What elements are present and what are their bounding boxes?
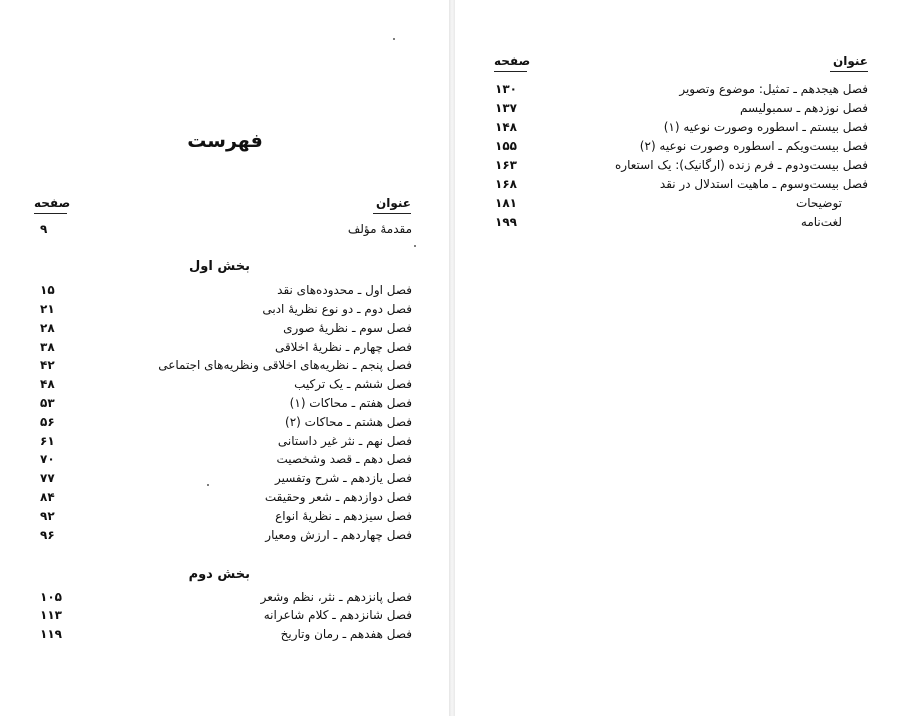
toc-entry-page: ۵۳ xyxy=(40,396,55,410)
toc-entry[interactable] xyxy=(495,156,868,175)
toc-entry-page: ۷۷ xyxy=(40,471,55,485)
toc-entry[interactable] xyxy=(40,450,412,469)
page-column-header: صفحه xyxy=(34,196,71,210)
toc-entry[interactable] xyxy=(495,213,868,232)
toc-entry-page: ۸۴ xyxy=(40,490,55,504)
toc-entry-title: فصل نوزدهم ـ سمبولیسم xyxy=(740,101,868,115)
toc-entry[interactable] xyxy=(40,606,412,625)
toc-entry[interactable] xyxy=(495,137,868,156)
toc-entry-page: ۷۰ xyxy=(40,452,55,466)
toc-entry[interactable] xyxy=(40,375,412,394)
scan-speck xyxy=(414,245,416,247)
toc-entry-title: مقدمهٔ مؤلف xyxy=(347,222,412,236)
toc-entry[interactable] xyxy=(40,300,412,319)
toc-entry-title: فصل بیست‌وسوم ـ ماهیت استدلال در نقد xyxy=(659,177,868,191)
toc-entry-title: فصل نهم ـ نثر غیر داستانی xyxy=(277,434,412,448)
toc-entry[interactable] xyxy=(495,194,868,213)
page-title: فهرست xyxy=(187,130,263,152)
toc-entry-page: ۲۱ xyxy=(40,302,55,316)
page-header-underline xyxy=(34,213,67,214)
toc-entry-title: فصل شانزدهم ـ کلام شاعرانه xyxy=(263,608,412,622)
toc-entry-title: فصل بیست‌ودوم ـ فرم زنده (ارگانیک): یک استعاره xyxy=(615,158,868,172)
toc-entry[interactable] xyxy=(40,338,412,357)
toc-entry-page: ۹ xyxy=(40,222,48,236)
toc-entry-page: ۱۴۸ xyxy=(495,120,517,134)
toc-entry[interactable] xyxy=(40,526,412,545)
toc-entry-title: لغت‌نامه xyxy=(800,215,842,229)
toc-entry-page: ۹۶ xyxy=(40,528,55,542)
page-column-header: صفحه xyxy=(494,54,531,68)
toc-entry-page: ۱۵۵ xyxy=(495,139,517,153)
toc-entry-title: فصل چهاردهم ـ ارزش ومعیار xyxy=(265,528,412,542)
toc-entry-page: ۱۸۱ xyxy=(495,196,517,210)
toc-entry[interactable] xyxy=(40,394,412,413)
toc-entry-title: فصل هفدهم ـ رمان وتاریخ xyxy=(280,627,412,641)
toc-entry-page: ۱۱۹ xyxy=(40,627,62,641)
toc-entry[interactable] xyxy=(40,356,412,375)
toc-entry[interactable] xyxy=(495,80,868,99)
toc-entry-page: ۱۵ xyxy=(40,283,55,297)
toc-entry-title: فصل چهارم ـ نظریهٔ اخلاقی xyxy=(274,340,412,354)
toc-entry-title: فصل دوازدهم ـ شعر وحقیقت xyxy=(264,490,412,504)
toc-entry-title: فصل دوم ـ دو نوع نظریهٔ ادبی xyxy=(262,302,412,316)
toc-entry-title: فصل هیجدهم ـ تمثیل: موضوع وتصویر xyxy=(679,82,868,96)
toc-entry-page: ۱۳۰ xyxy=(495,82,517,96)
title-header-underline xyxy=(373,213,411,214)
toc-entry-page: ۱۹۹ xyxy=(495,215,517,229)
toc-entry[interactable] xyxy=(40,588,412,607)
toc-entry-title: فصل سیزدهم ـ نظریهٔ انواع xyxy=(275,509,412,523)
toc-entry[interactable] xyxy=(40,507,412,526)
toc-entry[interactable] xyxy=(495,99,868,118)
toc-entry[interactable] xyxy=(495,118,868,137)
part-one-heading: بخش اول xyxy=(189,259,250,274)
toc-entry[interactable] xyxy=(40,488,412,507)
toc-entry-title: فصل پنجم ـ نظریه‌های اخلاقی ونظریه‌های اجتماعی xyxy=(158,358,412,372)
toc-entry-page: ۱۶۸ xyxy=(495,177,517,191)
toc-entry-page: ۱۰۵ xyxy=(40,590,62,604)
toc-entry[interactable] xyxy=(40,469,412,488)
toc-entry-page: ۳۸ xyxy=(40,340,55,354)
toc-entry[interactable] xyxy=(40,319,412,338)
title-column-header: عنوان xyxy=(376,196,411,210)
toc-entry-page: ۴۲ xyxy=(40,358,55,372)
toc-entry-title: فصل پانزدهم ـ نثر، نظم وشعر xyxy=(260,590,412,604)
toc-entry-page: ۴۸ xyxy=(40,377,55,391)
toc-entry-page: ۱۱۳ xyxy=(40,608,62,622)
toc-entry-page: ۱۶۳ xyxy=(495,158,517,172)
title-column-header: عنوان xyxy=(833,54,868,68)
toc-entry-title: فصل بیستم ـ اسطوره وصورت نوعیه (۱) xyxy=(663,120,868,134)
toc-entry-page: ۲۸ xyxy=(40,321,55,335)
toc-entry-page: ۶۱ xyxy=(40,434,55,448)
toc-entry-title: فصل هفتم ـ محاکات (۱) xyxy=(289,396,412,410)
title-header-underline xyxy=(830,71,868,72)
toc-entry[interactable] xyxy=(40,220,412,239)
toc-entry-page: ۱۳۷ xyxy=(495,101,517,115)
toc-entry-title: فصل بیست‌ویکم ـ اسطوره وصورت نوعیه (۲) xyxy=(639,139,868,153)
toc-entry-title: فصل ششم ـ یک ترکیب xyxy=(294,377,412,391)
scan-speck xyxy=(393,38,395,40)
toc-entry[interactable] xyxy=(40,281,412,300)
toc-entry-title: فصل دهم ـ قصد وشخصیت xyxy=(276,452,412,466)
toc-entry-title: فصل سوم ـ نظریهٔ صوری xyxy=(283,321,412,335)
toc-entry-title: توضیحات xyxy=(795,196,842,210)
toc-entry-page: ۹۲ xyxy=(40,509,55,523)
toc-entry-title: فصل هشتم ـ محاکات (۲) xyxy=(285,415,412,429)
toc-entry[interactable] xyxy=(40,413,412,432)
toc-entry-title: فصل اول ـ محدوده‌های نقد xyxy=(277,283,412,297)
toc-entry-title: فصل یازدهم ـ شرح وتفسیر xyxy=(274,471,412,485)
toc-entry[interactable] xyxy=(495,175,868,194)
toc-entry[interactable] xyxy=(40,625,412,644)
toc-entry-page: ۵۶ xyxy=(40,415,55,429)
toc-entry[interactable] xyxy=(40,432,412,451)
page-header-underline xyxy=(494,71,527,72)
scan-speck xyxy=(207,484,209,486)
part-two-heading: بخش دوم xyxy=(188,567,250,582)
